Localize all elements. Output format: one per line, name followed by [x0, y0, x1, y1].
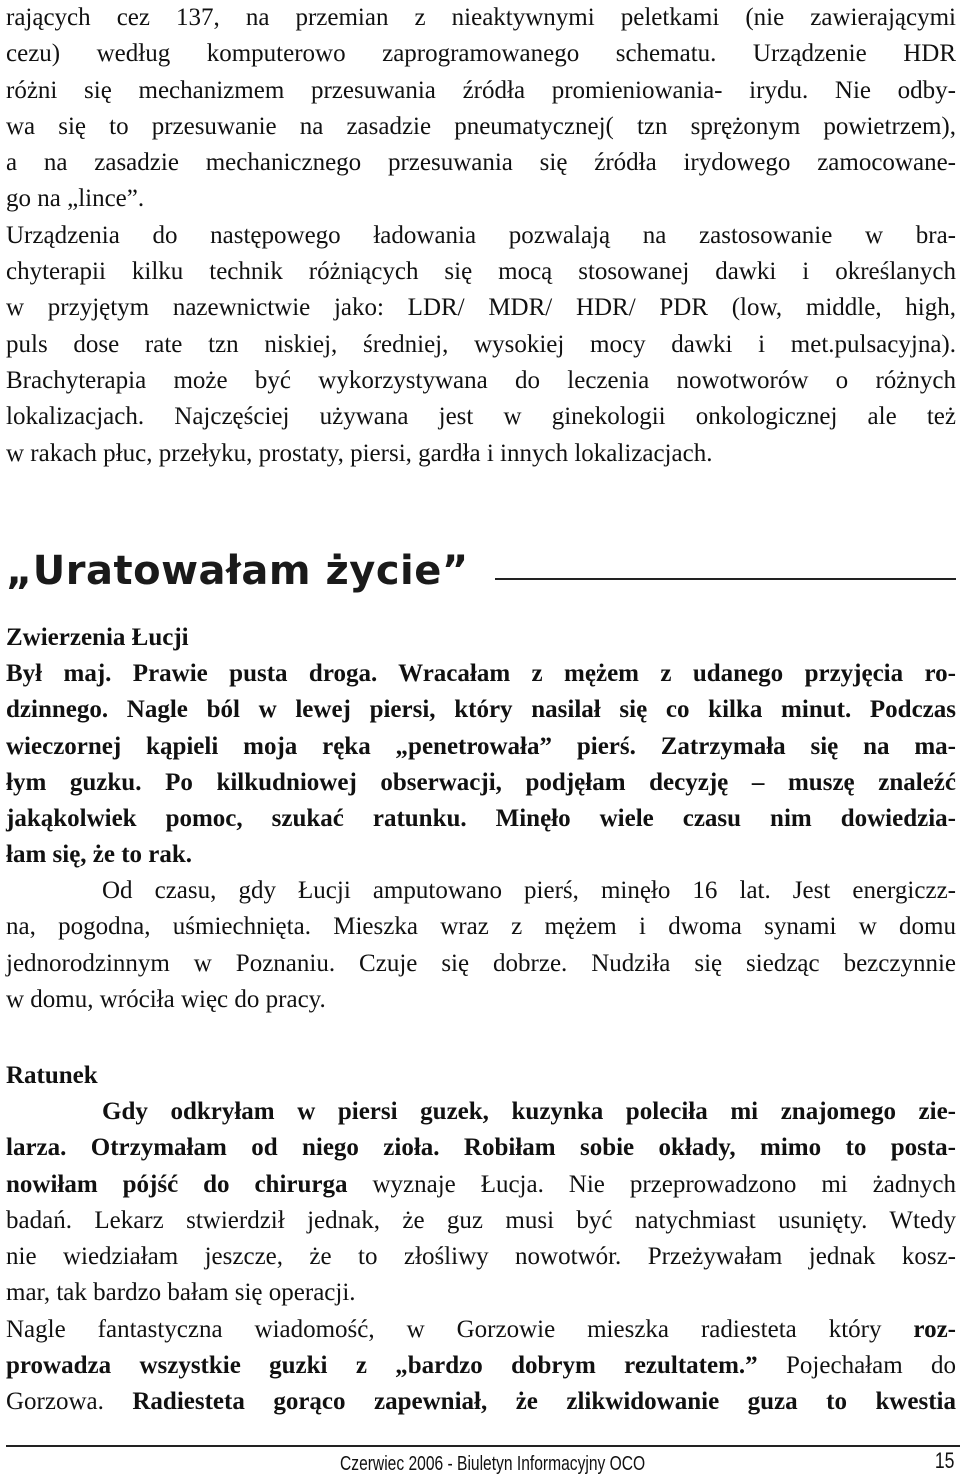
normal-span: Pojechałam do: [757, 1352, 956, 1380]
section-title-confessions: Zwierzenia Łucji: [6, 624, 189, 651]
text-line: dzinnego. Nagle ból w lewej piersi, który nasilał się co kilka minut. Podczas: [6, 696, 956, 724]
bold-span: nowiłam pójść do chirurga: [6, 1170, 348, 1198]
text-line: łym guzku. Po kilkudniowej obserwacji, podjęłam decyzję – muszę znaleźć: [6, 768, 956, 796]
normal-span: Nagle fantastyczna wiadomość, w Gorzowie mieszka radiesteta który: [6, 1315, 914, 1343]
text-line: cezu) według komputerowo zaprogramowanego schematu. Urządzenie HDR: [6, 40, 956, 68]
text-line: wieczornej kąpieli moja ręka „penetrowała” pierś. Zatrzymała się na ma-: [6, 732, 956, 760]
heading-text: „Uratowałam życie”: [6, 548, 469, 594]
article-heading: [6, 536, 956, 596]
text-line: [6, 1348, 956, 1384]
normal-span: Gorzowa.: [6, 1388, 133, 1416]
paragraph-rescue: [6, 1094, 956, 1421]
text-line: go na „lince”.: [6, 185, 145, 213]
text-line: chyterapii kilku technik różniących się mocą stosowanej dawki i określanych: [6, 258, 956, 286]
paragraph-brachytherapy: [6, 0, 956, 472]
text-line: badań. Lekarz stwierdził jednak, że guz musi być natychmiast usunięty. Wtedy: [6, 1206, 956, 1234]
text-line: Od czasu, gdy Łucji amputowano pierś, minęło 16 lat. Jest energiczz-: [102, 877, 956, 904]
text-line: w domu, wróciła więc do pracy.: [6, 985, 326, 1013]
page-number: 15: [934, 1448, 954, 1473]
text-line: wa się to przesuwanie na zasadzie pneumatycznej( tzn sprężonym powietrzem),: [6, 112, 956, 140]
text-line: różni się mechanizmem przesuwania źródła promieniowania- irydu. Nie odby-: [6, 76, 956, 104]
text-line: puls dose rate tzn niskiej, średniej, wysokiej mocy dawki i met.pulsacyjna).: [6, 330, 956, 358]
text-line: lokalizacjach. Najczęściej używana jest w ginekologii onkologicznej ale też: [6, 403, 956, 431]
text-line: Gdy odkryłam w piersi guzek, kuzynka poleciła mi znajomego zie-: [102, 1098, 956, 1125]
bold-span: roz-: [913, 1315, 956, 1343]
text-line: nie wiedziałam jeszcze, że to złośliwy nowotwór. Przeżywałam jednak kosz-: [6, 1243, 956, 1271]
text-line: [6, 1312, 956, 1348]
text-line: w przyjętym nazewnictwie jako: LDR/ MDR/ HDR/ PDR (low, middle, high,: [6, 294, 956, 322]
text-line: [6, 1167, 956, 1203]
text-line: rających cez 137, na przemian z nieaktywnymi peletkami (nie zawierającymi: [6, 4, 956, 31]
text-line: Brachyterapia może być wykorzystywana do leczenia nowotworów o różnych: [6, 366, 956, 394]
text-line: Był maj. Prawie pusta droga. Wracałam z mężem z udanego przyjęcia ro-: [6, 660, 956, 687]
text-line: na, pogodna, uśmiechnięta. Mieszka wraz z mężem i dwoma synami w domu: [6, 913, 956, 941]
normal-span: wyznaje Łucja. Nie przeprowadzono mi żadnych: [347, 1170, 956, 1198]
text-line: w rakach płuc, przełyku, prostaty, piersi, gardła i innych lokalizacjach.: [6, 439, 713, 467]
paragraph-narrative: [6, 873, 956, 1018]
footer-publication: Czerwiec 2006 - Biuletyn Informacyjny OCO: [340, 1453, 646, 1475]
text-line: Urządzenia do następowego ładowania pozwalają na zastosowanie w bra-: [6, 221, 956, 249]
text-line: [6, 1384, 956, 1420]
bold-span: Radiesteta gorąco zapewniał, że zlikwidowanie guza to kwestia: [132, 1388, 956, 1416]
heading-rule: [495, 578, 956, 580]
text-line: larza. Otrzymałam od niego zioła. Robiłam sobie okłady, mimo to posta-: [6, 1134, 956, 1162]
bold-span: prowadza wszystkie guzki z „bardzo dobrym rezultatem.”: [6, 1352, 758, 1380]
text-line: mar, tak bardzo bałam się operacji.: [6, 1279, 356, 1307]
section-title-rescue: Ratunek: [6, 1062, 98, 1089]
text-line: jednorodzinnym w Poznaniu. Czuje się dobrze. Nudziła się siedząc bezczynnie: [6, 949, 956, 977]
text-line: łam się, że to rak.: [6, 841, 193, 869]
text-line: jakąkolwiek pomoc, szukać ratunku. Minęło wiele czasu nim dowiedzia-: [6, 805, 956, 833]
footer-rule: [6, 1445, 960, 1447]
paragraph-story: [6, 656, 956, 874]
text-line: a na zasadzie mechanicznego przesuwania się źródła irydowego zamocowane-: [6, 149, 956, 177]
